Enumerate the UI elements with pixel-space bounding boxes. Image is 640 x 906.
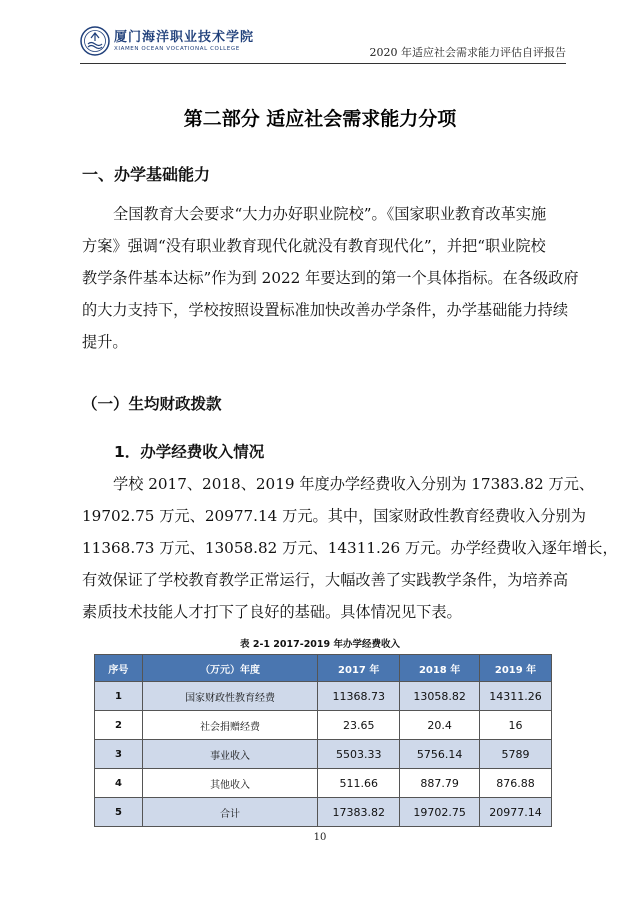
value-2017: 17383.82 (318, 798, 400, 827)
value-2019: 14311.26 (480, 682, 552, 711)
paragraph-line: 19702.75 万元、20977.14 万元。其中，国家财政性教育经费收入分别为 (82, 507, 586, 525)
value-2018: 5756.14 (400, 740, 480, 769)
college-logo (80, 26, 254, 56)
table-row (95, 711, 552, 740)
value-2017: 23.65 (318, 711, 400, 740)
paragraph-line: 有效保证了学校教育教学正常运行，大幅改善了实践教学条件，为培养高 (82, 571, 568, 589)
page-header (80, 26, 566, 62)
paragraph-line: 素质技术技能人才打下了良好的基础。具体情况见下表。 (82, 603, 462, 621)
report-title: 2020 年适应社会需求能力评估自评报告 (369, 46, 566, 59)
value-2019: 876.88 (480, 769, 552, 798)
logo-english-name: XIAMEN OCEAN VOCATIONAL COLLEGE (114, 45, 240, 52)
paragraph-line: 方案》强调“没有职业教育现代化就没有教育现代化”，并把“职业院校 (82, 237, 546, 255)
row-index: 2 (95, 711, 143, 740)
table-row (95, 798, 552, 827)
row-index: 5 (95, 798, 143, 827)
value-2018: 887.79 (400, 769, 480, 798)
paragraph-intro (82, 198, 579, 358)
college-seal-icon (80, 26, 110, 56)
paragraph-line: 全国教育大会要求“大力办好职业院校”。《国家职业教育改革实施 (113, 205, 547, 223)
header-index: 序号 (95, 655, 143, 682)
header-2017: 2017 年 (318, 655, 400, 682)
value-2019: 20977.14 (480, 798, 552, 827)
table-row (95, 769, 552, 798)
paragraph-line: 的大力支持下，学校按照设置标准加快改善办学条件，办学基础能力持续 (82, 301, 568, 319)
value-2018: 19702.75 (400, 798, 480, 827)
paragraph-line: 教学条件基本达标”作为到 2022 年要达到的第一个具体指标。在各级政府 (82, 269, 579, 287)
value-2017: 11368.73 (318, 682, 400, 711)
paragraph-line: 11368.73 万元、13058.82 万元、14311.26 万元。办学经费收入逐年增长， (82, 539, 618, 557)
header-2019: 2019 年 (480, 655, 552, 682)
value-2018: 13058.82 (400, 682, 480, 711)
section-heading-funding: （一）生均财政拨款 (82, 395, 222, 413)
row-index: 3 (95, 740, 143, 769)
value-2017: 5503.33 (318, 740, 400, 769)
part-title: 第二部分 适应社会需求能力分项 (183, 108, 457, 130)
value-2019: 5789 (480, 740, 552, 769)
row-index: 1 (95, 682, 143, 711)
row-index: 4 (95, 769, 143, 798)
funding-table (94, 654, 552, 827)
row-item: 社会捐赠经费 (142, 711, 317, 740)
table-header-row (95, 655, 552, 682)
value-2019: 16 (480, 711, 552, 740)
logo-chinese-name: 厦门海洋职业技术学院 (114, 29, 255, 45)
header-item: （万元）年度 (142, 655, 317, 682)
row-item: 合计 (142, 798, 317, 827)
value-2018: 20.4 (400, 711, 480, 740)
section-heading-income: 1．办学经费收入情况 (114, 443, 265, 461)
table-row (95, 740, 552, 769)
header-divider (80, 63, 566, 64)
page-number: 10 (313, 832, 327, 843)
row-item: 事业收入 (142, 740, 317, 769)
section-heading-basic-capacity: 一、办学基础能力 (82, 165, 211, 184)
paragraph-line: 提升。 (82, 333, 128, 351)
table-row (95, 682, 552, 711)
row-item: 其他收入 (142, 769, 317, 798)
paragraph-income (82, 468, 618, 628)
table-caption: 表 2-1 2017-2019 年办学经费收入 (240, 639, 400, 650)
paragraph-line: 学校 2017、2018、2019 年度办学经费收入分别为 17383.82 万元、 (113, 475, 595, 493)
header-2018: 2018 年 (400, 655, 480, 682)
row-item: 国家财政性教育经费 (142, 682, 317, 711)
value-2017: 511.66 (318, 769, 400, 798)
